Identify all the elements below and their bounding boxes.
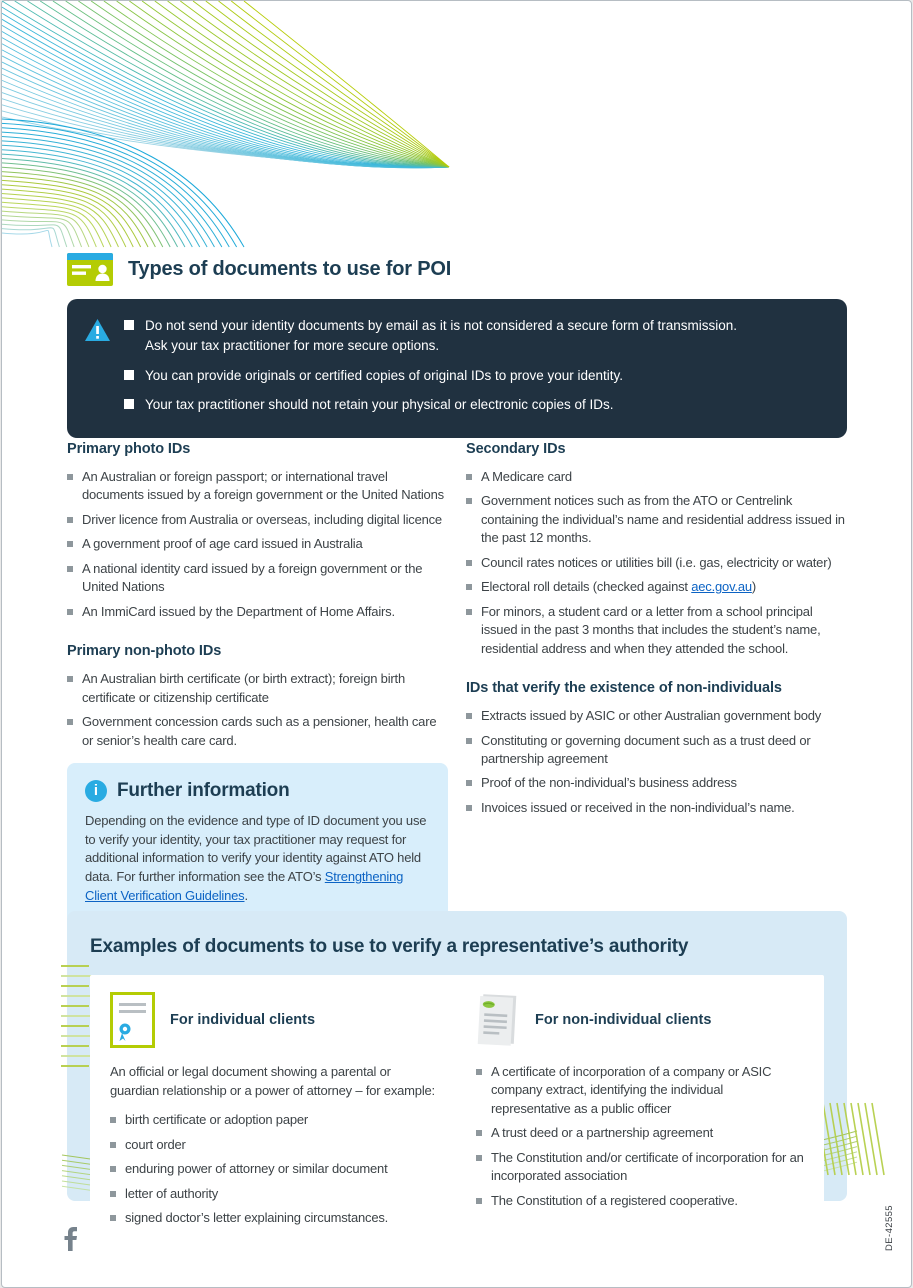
list-item: A certificate of incorporation of a company or ASIC company extract, identifying the individual representative as a public officer	[476, 1063, 804, 1118]
list-item: An Australian birth certificate (or birth extract); foreign birth certificate or citizenship certificate	[67, 670, 448, 707]
list-item: Constituting or governing document such as a trust deed or partnership agreement	[466, 732, 847, 769]
non-individual-clients-list	[476, 1063, 804, 1210]
facebook-icon[interactable]	[64, 1227, 78, 1251]
scv-guidelines-link[interactable]: Strengthening Client Verification Guidelines	[85, 869, 404, 903]
legal-document-icon	[110, 992, 155, 1048]
list-item: The Constitution and/or certificate of incorporation for an incorporated association	[476, 1149, 804, 1186]
primary-photo-list	[67, 468, 448, 621]
further-information-period: .	[244, 887, 248, 903]
electoral-text-pre: Electoral roll details (checked against	[481, 579, 692, 595]
wave-lines-graphic	[2, 1, 913, 249]
warning-box	[67, 299, 847, 438]
individual-clients-column	[110, 992, 438, 1234]
secondary-ids-list	[466, 468, 847, 658]
id-columns	[67, 441, 847, 924]
non-individual-clients-header	[476, 992, 804, 1048]
list-item: A Medicare card	[466, 468, 847, 486]
company-document-icon	[476, 992, 520, 1048]
list-item: For minors, a student card or a letter from a school principal issued in the past 3 months that includes the student’s name, residential address and when they attended the school.	[466, 603, 847, 658]
list-item: An Australian or foreign passport; or international travel documents issued by a foreign government or the United Nations	[67, 468, 448, 505]
section-heading-primary-photo: Primary photo IDs	[67, 441, 191, 457]
list-item: enduring power of attorney or similar document	[110, 1160, 438, 1178]
info-icon: i	[85, 780, 107, 802]
list-item: Council rates notices or utilities bill (i.e. gas, electricity or water)	[466, 554, 847, 572]
right-column	[466, 441, 847, 924]
section-header	[67, 253, 451, 286]
further-information-body: Depending on the evidence and type of ID document you use to verify your identity, your tax practitioner may request for additional information to verify your identity against ATO held data. For further information see the ATO’s	[85, 812, 427, 885]
section-heading-secondary: Secondary IDs	[466, 441, 566, 457]
warning-text: Ask your tax practitioner for more secure options.	[145, 338, 440, 354]
individual-clients-header	[110, 992, 438, 1048]
primary-nonphoto-list	[67, 670, 448, 750]
warning-item	[124, 316, 737, 357]
list-item: A government proof of age card issued in Australia	[67, 535, 448, 553]
warning-text: Do not send your identity documents by email as it is not considered a secure form of transmission.	[145, 318, 738, 333]
document-code: DE-42555	[884, 1205, 895, 1251]
list-item: Proof of the non-individual’s business address	[466, 774, 847, 792]
list-item: signed doctor’s letter explaining circumstances.	[110, 1209, 438, 1227]
non-individual-clients-title: For non-individual clients	[535, 1012, 712, 1028]
list-item: Invoices issued or received in the non-individual’s name.	[466, 799, 847, 817]
list-item: An ImmiCard issued by the Department of Home Affairs.	[67, 603, 448, 621]
list-item: Government notices such as from the ATO or Centrelink containing the individual’s name and residential address issued in the past 12 months.	[466, 492, 847, 547]
individual-clients-title: For individual clients	[170, 1012, 316, 1028]
further-information-box	[67, 763, 448, 924]
list-item: The Constitution of a registered cooperative.	[476, 1192, 804, 1210]
list-item: Government concession cards such as a pensioner, health care or senior’s health care card.	[67, 713, 448, 750]
non-individuals-list	[466, 707, 847, 817]
further-information-title: Further information	[117, 779, 290, 801]
electoral-text-post: )	[751, 579, 757, 595]
examples-panel-title: Examples of documents to use to verify a representative’s authority	[90, 936, 689, 957]
list-item	[466, 578, 847, 596]
further-information-text	[85, 812, 430, 906]
non-individual-clients-column	[476, 992, 804, 1234]
left-column	[67, 441, 448, 924]
list-item: birth certificate or adoption paper	[110, 1111, 438, 1129]
aec-gov-au-link[interactable]: aec.gov.au	[691, 579, 752, 595]
list-item: A national identity card issued by a foreign government or the United Nations	[67, 560, 448, 597]
further-information-header	[85, 780, 430, 802]
list-item: court order	[110, 1136, 438, 1154]
list-item: Driver licence from Australia or overseas, including digital licence	[67, 511, 448, 529]
individual-clients-intro: An official or legal document showing a parental or guardian relationship or a power of attorney – for example:	[110, 1064, 435, 1098]
list-item: A trust deed or a partnership agreement	[476, 1124, 804, 1142]
page-title: Types of documents to use for POI	[128, 258, 452, 280]
warning-icon	[84, 318, 111, 342]
individual-clients-list	[110, 1111, 438, 1227]
factsheet-page	[1, 0, 912, 1288]
panel-right-hatch-decoration	[821, 1089, 847, 1175]
list-item: letter of authority	[110, 1185, 438, 1203]
warning-item: You can provide originals or certified copies of original IDs to prove your identity.	[124, 366, 737, 386]
examples-panel	[67, 911, 847, 1226]
warning-list	[124, 316, 737, 424]
top-wave-decoration	[2, 1, 913, 249]
list-item: Extracts issued by ASIC or other Australian government body	[466, 707, 847, 725]
section-heading-non-individuals: IDs that verify the existence of non-individuals	[466, 680, 782, 697]
examples-white-box	[90, 975, 824, 1250]
id-card-icon	[67, 253, 113, 286]
warning-item: Your tax practitioner should not retain your physical or electronic copies of IDs.	[124, 395, 737, 415]
section-heading-primary-nonphoto: Primary non-photo IDs	[67, 643, 222, 660]
